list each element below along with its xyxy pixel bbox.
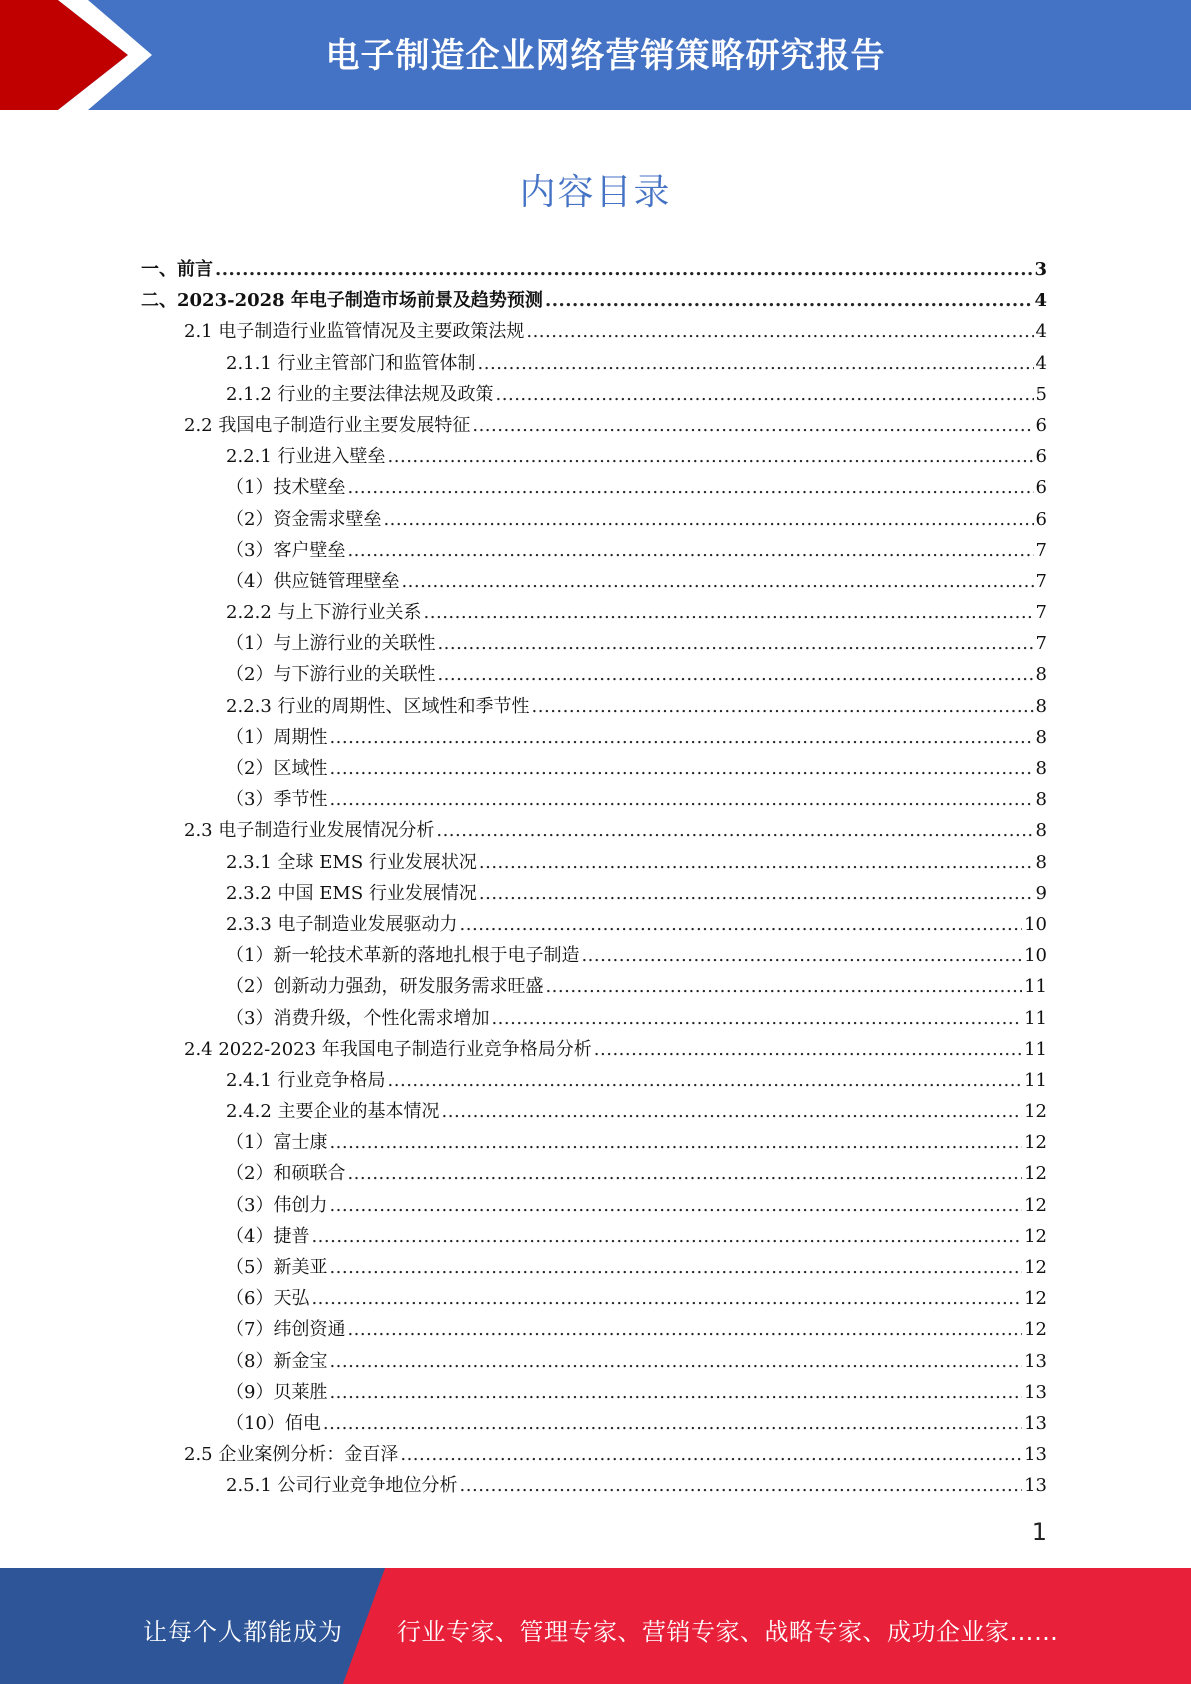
toc-entry-label: 2.2 我国电子制造行业主要发展特征 xyxy=(184,414,471,436)
toc-entry[interactable] xyxy=(141,1283,1047,1314)
toc-entry-label: （4）供应链管理壁垒 xyxy=(226,570,400,592)
toc-entry-page: 11 xyxy=(1024,1007,1047,1029)
toc-entry-label: （4）捷普 xyxy=(226,1225,310,1247)
toc-leader-dots xyxy=(479,878,1034,909)
toc-entry-page: 5 xyxy=(1035,383,1047,405)
toc-entry-page: 10 xyxy=(1024,945,1047,967)
toc-entry-label: 2.5.1 公司行业竞争地位分析 xyxy=(226,1475,458,1497)
toc-leader-dots xyxy=(388,441,1034,472)
toc-entry[interactable] xyxy=(141,909,1047,940)
toc-entry[interactable] xyxy=(141,628,1047,659)
toc-entry-page: 12 xyxy=(1024,1132,1047,1154)
toc-leader-dots xyxy=(437,659,1033,690)
toc-leader-dots xyxy=(383,504,1033,535)
toc-entry-page: 11 xyxy=(1024,1069,1047,1091)
toc-leader-dots xyxy=(347,1158,1022,1189)
toc-entry[interactable] xyxy=(141,535,1047,566)
toc-entry[interactable] xyxy=(141,971,1047,1002)
toc-entry[interactable] xyxy=(141,1158,1047,1189)
toc-leader-dots xyxy=(496,379,1034,410)
toc-entry-label: （8）新金宝 xyxy=(226,1350,328,1372)
toc-leader-dots xyxy=(388,1065,1023,1096)
toc-entry[interactable] xyxy=(141,472,1047,503)
toc-entry-page: 13 xyxy=(1024,1412,1047,1434)
toc-leader-dots xyxy=(329,753,1033,784)
toc-entry-label: 2.3 电子制造行业发展情况分析 xyxy=(184,820,435,842)
toc-leader-dots xyxy=(323,1408,1022,1439)
toc-entry-label: （2）和硕联合 xyxy=(226,1163,346,1185)
toc-leader-dots xyxy=(436,815,1033,846)
table-of-contents xyxy=(141,254,1047,1502)
toc-entry-page: 12 xyxy=(1024,1257,1047,1278)
toc-leader-dots xyxy=(215,254,1032,285)
toc-leader-dots xyxy=(401,566,1033,597)
toc-leader-dots xyxy=(472,410,1033,441)
toc-leader-dots xyxy=(479,847,1034,878)
toc-entry-page: 7 xyxy=(1035,633,1047,655)
toc-entry-label: 一、前言 xyxy=(141,259,213,280)
toc-entry[interactable] xyxy=(141,1314,1047,1345)
toc-leader-dots xyxy=(311,1221,1022,1252)
toc-leader-dots xyxy=(460,909,1023,940)
toc-entry[interactable] xyxy=(141,1190,1047,1221)
toc-entry-label: 二、2023-2028 年电子制造市场前景及趋势预测 xyxy=(141,290,543,312)
toc-entry-label: （1）与上游行业的关联性 xyxy=(226,633,436,655)
toc-leader-dots xyxy=(545,285,1033,316)
toc-entry-label: （2）资金需求壁垒 xyxy=(226,508,382,530)
toc-entry[interactable] xyxy=(141,1346,1047,1377)
toc-entry-page: 9 xyxy=(1035,882,1047,904)
report-title: 电子制造企业网络营销策略研究报告 xyxy=(325,36,886,76)
toc-entry-label: 2.4 2022-2023 年我国电子制造行业竞争格局分析 xyxy=(184,1038,592,1060)
toc-entry-label: 2.5 企业案例分析：金百泽 xyxy=(184,1444,399,1466)
header-band xyxy=(0,0,1191,110)
toc-entry-label: 2.1.1 行业主管部门和监管体制 xyxy=(226,352,476,374)
toc-entry[interactable] xyxy=(141,691,1047,722)
toc-leader-dots xyxy=(581,940,1022,971)
footer-band xyxy=(0,1568,1191,1684)
toc-entry-label: 2.3.3 电子制造业发展驱动力 xyxy=(226,913,458,935)
toc-entry-label: （3）季节性 xyxy=(226,789,328,811)
page-number: 1 xyxy=(1031,1518,1047,1546)
toc-entry-page: 8 xyxy=(1035,726,1047,748)
toc-entry[interactable] xyxy=(141,940,1047,971)
toc-entry-page: 12 xyxy=(1024,1225,1047,1247)
toc-leader-dots xyxy=(437,628,1033,659)
toc-entry[interactable] xyxy=(141,504,1047,535)
toc-entry-page: 6 xyxy=(1035,477,1047,499)
toc-entry-label: （5）新美亚 xyxy=(226,1257,328,1278)
toc-entry-label: 2.2.1 行业进入壁垒 xyxy=(226,446,386,468)
toc-leader-dots xyxy=(460,1470,1023,1501)
toc-entry-label: （7）纬创资通 xyxy=(226,1319,346,1341)
toc-entry-page: 8 xyxy=(1035,851,1047,873)
toc-entry-page: 4 xyxy=(1035,321,1047,343)
toc-entry-label: （2）创新动力强劲，研发服务需求旺盛 xyxy=(226,976,544,998)
footer-slogan-right: 行业专家、管理专家、营销专家、战略专家、成功企业家…… xyxy=(397,1618,1059,1646)
toc-entry[interactable] xyxy=(141,815,1047,846)
toc-entry-page: 11 xyxy=(1024,976,1047,998)
toc-leader-dots xyxy=(329,784,1033,815)
toc-entry-page: 13 xyxy=(1024,1350,1047,1372)
toc-entry-page: 4 xyxy=(1035,352,1047,374)
toc-entry-page: 6 xyxy=(1035,446,1047,468)
toc-entry[interactable] xyxy=(141,285,1047,316)
toc-entry-label: 2.2.2 与上下游行业关系 xyxy=(226,602,422,624)
toc-entry[interactable] xyxy=(141,1377,1047,1408)
toc-entry-page: 12 xyxy=(1024,1163,1047,1185)
toc-entry-page: 12 xyxy=(1024,1288,1047,1310)
toc-entry[interactable] xyxy=(141,1065,1047,1096)
toc-entry[interactable] xyxy=(141,316,1047,347)
toc-entry-page: 4 xyxy=(1034,290,1047,312)
toc-entry-label: 2.3.2 中国 EMS 行业发展情况 xyxy=(226,882,477,904)
toc-entry[interactable] xyxy=(141,1034,1047,1065)
toc-leader-dots xyxy=(329,1346,1022,1377)
toc-entry-page: 13 xyxy=(1024,1381,1047,1403)
toc-leader-dots xyxy=(347,535,1033,566)
toc-leader-dots xyxy=(329,1127,1022,1158)
toc-entry-page: 8 xyxy=(1035,820,1047,842)
toc-entry-label: 2.1.2 行业的主要法律法规及政策 xyxy=(226,383,494,405)
toc-entry-page: 8 xyxy=(1035,758,1047,779)
toc-leader-dots xyxy=(329,1252,1022,1283)
toc-leader-dots xyxy=(545,971,1022,1002)
toc-entry-label: （3）消费升级，个性化需求增加 xyxy=(226,1007,490,1029)
toc-entry-page: 12 xyxy=(1024,1319,1047,1341)
toc-leader-dots xyxy=(329,1377,1022,1408)
toc-leader-dots xyxy=(329,722,1033,753)
toc-entry[interactable] xyxy=(141,597,1047,628)
toc-entry[interactable] xyxy=(141,659,1047,690)
toc-entry-page: 8 xyxy=(1035,664,1047,686)
toc-entry-label: 2.1 电子制造行业监管情况及主要政策法规 xyxy=(184,321,525,343)
toc-entry-label: （3）伟创力 xyxy=(226,1194,328,1216)
toc-entry-label: （9）贝莱胜 xyxy=(226,1381,328,1403)
toc-entry-page: 13 xyxy=(1024,1475,1047,1497)
toc-entry[interactable] xyxy=(141,348,1047,379)
toc-entry-label: 2.2.3 行业的周期性、区域性和季节性 xyxy=(226,695,530,717)
toc-entry[interactable] xyxy=(141,1221,1047,1252)
toc-entry[interactable] xyxy=(141,1096,1047,1127)
toc-entry-page: 6 xyxy=(1035,414,1047,436)
toc-entry-label: （10）佰电 xyxy=(226,1412,321,1434)
toc-leader-dots xyxy=(311,1283,1022,1314)
toc-entry[interactable] xyxy=(141,254,1047,285)
toc-leader-dots xyxy=(594,1034,1022,1065)
toc-entry-page: 6 xyxy=(1035,508,1047,530)
toc-entry[interactable] xyxy=(141,1470,1047,1501)
toc-entry-label: （1）周期性 xyxy=(226,726,328,748)
toc-entry-page: 7 xyxy=(1035,570,1047,592)
toc-entry-label: （2）区域性 xyxy=(226,758,328,779)
toc-leader-dots xyxy=(526,316,1033,347)
toc-leader-dots xyxy=(347,1314,1022,1345)
toc-entry-page: 7 xyxy=(1035,602,1047,624)
toc-entry[interactable] xyxy=(141,722,1047,753)
toc-entry-page: 11 xyxy=(1024,1038,1047,1060)
toc-leader-dots xyxy=(478,348,1034,379)
toc-entry-page: 7 xyxy=(1035,539,1047,561)
toc-entry-label: 2.4.2 主要企业的基本情况 xyxy=(226,1101,440,1123)
toc-entry[interactable] xyxy=(141,784,1047,815)
toc-leader-dots xyxy=(442,1096,1023,1127)
toc-entry[interactable] xyxy=(141,1408,1047,1439)
toc-entry[interactable] xyxy=(141,1127,1047,1158)
toc-entry-page: 3 xyxy=(1034,259,1047,280)
toc-entry-label: 2.3.1 全球 EMS 行业发展状况 xyxy=(226,851,477,873)
toc-leader-dots xyxy=(329,1190,1022,1221)
toc-entry[interactable] xyxy=(141,410,1047,441)
toc-leader-dots xyxy=(532,691,1034,722)
toc-entry-label: （1）新一轮技术革新的落地扎根于电子制造 xyxy=(226,945,580,967)
footer-slogan-left: 让每个人都能成为 xyxy=(143,1618,343,1646)
toc-leader-dots xyxy=(347,472,1033,503)
toc-entry[interactable] xyxy=(141,753,1047,784)
toc-entry-label: （3）客户壁垒 xyxy=(226,539,346,561)
toc-leader-dots xyxy=(424,597,1034,628)
toc-entry[interactable] xyxy=(141,379,1047,410)
toc-entry[interactable] xyxy=(141,847,1047,878)
toc-entry-page: 8 xyxy=(1035,695,1047,717)
toc-entry-page: 12 xyxy=(1024,1101,1047,1123)
toc-entry-label: 2.4.1 行业竞争格局 xyxy=(226,1069,386,1091)
toc-entry-page: 13 xyxy=(1024,1444,1047,1466)
toc-entry-label: （1）技术壁垒 xyxy=(226,477,346,499)
toc-leader-dots xyxy=(491,1003,1022,1034)
toc-entry-page: 8 xyxy=(1035,789,1047,811)
toc-entry[interactable] xyxy=(141,1439,1047,1470)
toc-entry[interactable] xyxy=(141,878,1047,909)
toc-entry[interactable] xyxy=(141,1003,1047,1034)
toc-entry-label: （2）与下游行业的关联性 xyxy=(226,664,436,686)
toc-entry-label: （6）天弘 xyxy=(226,1288,310,1310)
toc-entry-page: 12 xyxy=(1024,1194,1047,1216)
toc-entry-page: 10 xyxy=(1024,913,1047,935)
toc-heading: 内容目录 xyxy=(519,172,672,213)
toc-entry[interactable] xyxy=(141,566,1047,597)
toc-entry[interactable] xyxy=(141,441,1047,472)
toc-leader-dots xyxy=(400,1439,1022,1470)
toc-entry[interactable] xyxy=(141,1252,1047,1283)
toc-entry-label: （1）富士康 xyxy=(226,1132,328,1154)
